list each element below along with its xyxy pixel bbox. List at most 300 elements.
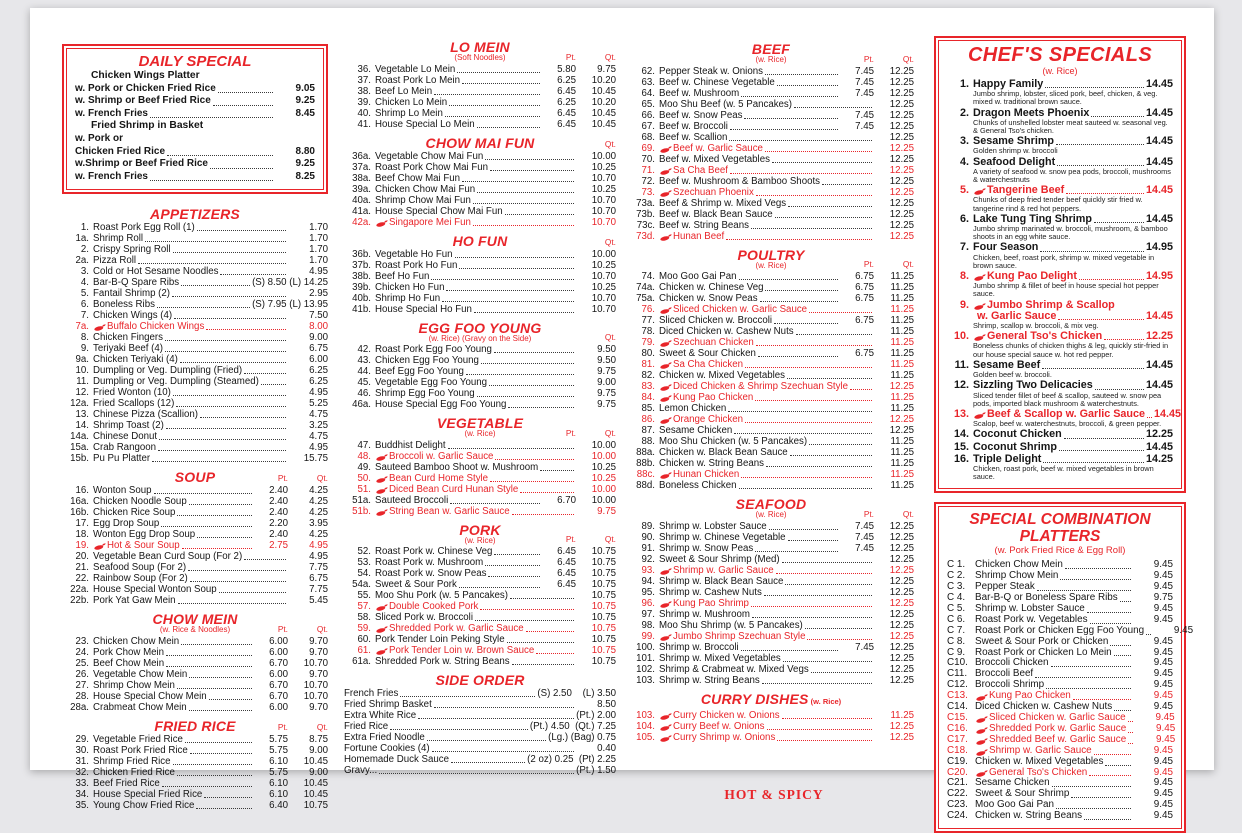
- daily-special-item: [75, 108, 315, 121]
- item-price: (Lg.) (Bag) 0.75: [548, 732, 616, 744]
- item-name: Vegetable Chow Mein: [93, 668, 188, 680]
- dot-leader: [766, 466, 872, 467]
- item-number: C 7.: [947, 624, 966, 636]
- menu-item: [628, 198, 914, 209]
- item-number: 88.: [641, 436, 655, 448]
- menu-item: [344, 612, 616, 623]
- item-price: 6.75: [309, 573, 328, 585]
- item-number: 74a.: [636, 282, 655, 294]
- dot-leader: [1128, 721, 1133, 722]
- item-number: 66.: [641, 109, 655, 121]
- item-name: Fortune Cookies (4): [344, 743, 430, 755]
- price-column-headers: [840, 509, 914, 519]
- daily-special-subheader: Chicken Wings Platter: [91, 70, 200, 81]
- menu-item: [628, 282, 914, 293]
- item-name: Homemade Duck Sauce: [344, 754, 449, 766]
- dot-leader: [756, 195, 872, 196]
- item-price: 14.95: [1145, 270, 1173, 283]
- item-number: 13.: [75, 409, 89, 421]
- dot-leader: [477, 192, 574, 193]
- item-price: 9.45: [1153, 777, 1173, 789]
- item-name: Chicken w. Black Bean Sauce: [659, 447, 788, 459]
- dot-leader: [159, 439, 286, 440]
- column-3-sections: [628, 42, 914, 743]
- item-number: 51.: [357, 483, 371, 495]
- dot-leader: [850, 389, 872, 390]
- menu-item: [947, 746, 1173, 757]
- item-price: 12.25: [889, 619, 914, 631]
- menu-item: [344, 506, 616, 517]
- section-header: [344, 234, 616, 248]
- menu-item: [62, 691, 328, 702]
- item-name: Chicken Wings (4): [93, 310, 173, 322]
- item-name: Shrimp w. Garlic Sauce: [989, 744, 1092, 756]
- menu-item: [344, 754, 616, 765]
- section-title: BEEF: [751, 41, 791, 57]
- item-number: 7a.: [75, 321, 89, 333]
- menu-item: [62, 540, 328, 551]
- item-price: 12.25: [889, 597, 914, 609]
- dot-leader: [512, 664, 574, 665]
- item-number: 24.: [75, 646, 89, 658]
- item-price: 9.25: [295, 95, 315, 107]
- item-number: 51b.: [352, 505, 371, 517]
- item-name: w. French Fries: [75, 170, 148, 182]
- item-number: 26.: [75, 668, 89, 680]
- menu-item: [628, 293, 914, 304]
- item-number: 69.: [641, 142, 655, 154]
- dot-leader: [729, 140, 872, 141]
- item-name: General Tso's Chicken: [987, 330, 1103, 343]
- item-number: 73d.: [636, 230, 655, 242]
- item-price-pint: 6.75: [855, 271, 874, 283]
- item-price: 10.70: [591, 172, 616, 184]
- dot-leader: [794, 107, 872, 108]
- dot-leader: [459, 268, 574, 269]
- item-name: General Tso's Chicken: [989, 766, 1088, 778]
- menu-item: [628, 642, 914, 653]
- chili-icon: [660, 734, 672, 743]
- item-number: 6.: [959, 212, 969, 225]
- item-name: House Special Chow Mein: [93, 690, 207, 702]
- item-number: 14a.: [70, 431, 89, 443]
- item-name: Roast Pork Egg Foo Young: [375, 344, 492, 356]
- menu-item: [344, 645, 616, 656]
- menu-item: [628, 554, 914, 565]
- menu-item: [62, 551, 328, 562]
- item-number: 46a.: [352, 399, 371, 411]
- item-price: 9.75: [597, 388, 616, 400]
- dot-leader: [166, 666, 252, 667]
- menu-item: [628, 359, 914, 370]
- item-price: 11.25: [890, 293, 914, 305]
- item-number: C 4.: [947, 592, 966, 604]
- item-name: Coconut Chicken: [973, 428, 1062, 441]
- menu-item: [628, 77, 914, 88]
- section-header: [628, 248, 914, 271]
- item-name: Bean Curd Home Style: [389, 472, 489, 484]
- item-price: 2.95: [309, 288, 328, 300]
- item-number: 22a.: [70, 584, 89, 596]
- menu-item: [628, 66, 914, 77]
- item-price: 9.70: [309, 701, 328, 713]
- menu-item: [628, 88, 914, 99]
- item-price: 10.20: [591, 74, 616, 86]
- menu-item: [344, 217, 616, 228]
- item-number: 58.: [357, 612, 371, 624]
- menu-item: [62, 244, 328, 255]
- item-price: 10.75: [591, 557, 616, 569]
- item-name: Shrimp Fried Rice: [93, 755, 171, 767]
- menu-section: [344, 673, 616, 776]
- dot-leader: [173, 252, 286, 253]
- item-price: 10.45: [303, 777, 328, 789]
- menu-item: [62, 420, 328, 431]
- item-name: Lemon Chicken: [659, 403, 727, 415]
- qt-column-label: Qt.: [604, 138, 616, 149]
- menu-item: [62, 584, 328, 595]
- menu-item: [344, 86, 616, 97]
- item-name: House Special Chow Mai Fun: [375, 205, 503, 217]
- item-number: 25.: [75, 657, 89, 669]
- dot-leader: [809, 312, 872, 313]
- item-name: Shrimp Lo Mein: [375, 107, 443, 119]
- item-name: Buffalo Chicken Wings: [107, 321, 205, 333]
- dot-leader: [488, 576, 540, 577]
- item-price: 10.75: [591, 579, 616, 591]
- item-number: 16b.: [70, 507, 89, 519]
- section-title: SEAFOOD: [735, 496, 807, 513]
- item-name: Dumpling or Veg. Dumpling (Steamed): [93, 376, 259, 388]
- item-description: Jumbo shrimp & fillet of beef in house special hot pepper sauce.: [973, 281, 1159, 299]
- item-name: Shrimp Chow Mein: [93, 679, 175, 691]
- item-number: 105.: [636, 731, 655, 743]
- item-number: C16.: [947, 722, 968, 734]
- menu-item: [62, 321, 328, 332]
- item-description: A variety of seafood w. snow pea pods, broccoli, mushrooms & waterchestnuts: [973, 166, 1172, 185]
- dot-leader: [1120, 601, 1131, 602]
- item-price: 12.25: [889, 531, 914, 543]
- item-price: 10.00: [591, 439, 616, 451]
- item-price: (S) 2.50 (L) 3.50: [537, 688, 616, 700]
- menu-item: [628, 143, 914, 154]
- item-price-pint: 6.45: [557, 107, 576, 119]
- item-number: 12a.: [70, 398, 89, 410]
- item-name: Kung Pao Chicken: [989, 690, 1071, 702]
- chili-icon: [976, 715, 988, 724]
- menu-item: [947, 800, 1173, 811]
- menu-item: [344, 162, 616, 173]
- item-price: 4.25: [309, 529, 328, 541]
- section-header: [62, 719, 328, 733]
- item-name: Roast Pork w. Mushroom: [375, 557, 484, 569]
- item-name: Sizzling Two Delicacies: [973, 379, 1093, 392]
- daily-special-item: [75, 171, 315, 184]
- menu-item: [344, 590, 616, 601]
- item-price: 10.75: [591, 546, 616, 558]
- item-number: 68.: [641, 131, 655, 143]
- item-number: 37b.: [352, 259, 371, 271]
- dot-leader: [1089, 775, 1131, 776]
- item-number: 48.: [357, 450, 371, 462]
- dot-leader: [734, 433, 872, 434]
- dot-leader: [777, 85, 838, 86]
- item-name: Vegetable Chow Mai Fun: [375, 150, 484, 162]
- daily-special-items: [75, 70, 315, 183]
- dot-leader: [1066, 193, 1144, 194]
- item-number: 88b.: [636, 458, 655, 470]
- menu-item: [628, 121, 914, 132]
- dot-leader: [536, 653, 574, 654]
- item-name: Jumbo Shrimp & Scallop: [987, 298, 1115, 311]
- dot-leader: [1065, 568, 1131, 569]
- dot-leader: [218, 92, 273, 93]
- chili-icon: [376, 475, 388, 484]
- item-price: 12.25: [889, 652, 914, 664]
- item-name: Shrimp Toast (2): [93, 420, 164, 432]
- menu-item: [62, 767, 328, 778]
- chili-icon: [660, 306, 672, 315]
- item-name-continued: w. Garlic Sauce: [977, 309, 1057, 322]
- item-name: Lake Tung Ting Shrimp: [973, 212, 1092, 225]
- item-price: 14.45: [1154, 407, 1182, 420]
- chefs-special-name-line: [947, 242, 1173, 253]
- dot-leader: [1128, 732, 1133, 733]
- dot-leader: [166, 428, 286, 429]
- item-name: Shrimp w. Broccoli: [659, 641, 739, 653]
- item-name: Chicken Teriyaki (4): [93, 354, 178, 366]
- dot-leader: [540, 470, 574, 471]
- item-number: 88d.: [636, 480, 655, 492]
- item-price: 12.25: [889, 230, 914, 242]
- dot-leader: [177, 515, 252, 516]
- item-name: Chicken w. Chinese Veg: [659, 282, 764, 294]
- item-number: 96.: [641, 597, 655, 609]
- menu-item: [344, 732, 616, 743]
- dot-leader: [751, 606, 872, 607]
- chefs-special-item: [947, 271, 1173, 299]
- menu-item: [628, 425, 914, 436]
- item-price: 10.70: [591, 205, 616, 217]
- menu-item: [628, 469, 914, 480]
- item-price: 10.75: [591, 656, 616, 668]
- section-header: [628, 42, 914, 65]
- combo-platters-subtitle: (w. Pork Fried Rice & Egg Roll): [994, 545, 1126, 557]
- dot-leader: [150, 117, 273, 118]
- chefs-specials-subtitle: (w. Rice): [1042, 66, 1078, 76]
- dot-leader: [145, 241, 286, 242]
- dot-leader: [158, 450, 286, 451]
- column-4: [934, 36, 1194, 833]
- item-number: 28a.: [70, 701, 89, 713]
- menu-section: [628, 497, 914, 686]
- item-name: Moo Shu Chicken (w. 5 Pancakes): [659, 436, 808, 448]
- menu-item: [344, 440, 616, 451]
- item-price: 10.00: [591, 483, 616, 495]
- item-number: 97.: [641, 608, 655, 620]
- item-price: 12.25: [889, 120, 914, 132]
- item-name: Young Chow Fried Rice: [93, 799, 195, 811]
- item-number: 73a.: [636, 197, 655, 209]
- item-name: Pepper Steak w. Onions: [659, 65, 763, 77]
- chefs-special-item: [947, 407, 1182, 429]
- item-name: Fantail Shrimp (2): [93, 288, 170, 300]
- section-header: [344, 673, 616, 687]
- item-name: Chicken Fried Rice: [75, 145, 166, 157]
- item-name: Shrimp Roll: [93, 233, 144, 245]
- dot-leader: [745, 422, 872, 423]
- item-name: Shrimp w. Lobster Sauce: [659, 520, 767, 532]
- item-number: C15.: [947, 712, 968, 724]
- menu-item: [62, 507, 328, 518]
- chili-icon: [660, 189, 672, 198]
- dot-leader: [451, 762, 525, 763]
- item-price: 10.45: [591, 85, 616, 97]
- daily-special-item: [75, 83, 315, 96]
- menu-item: [628, 99, 914, 110]
- menu-item: [344, 484, 616, 495]
- menu-item: [344, 260, 616, 271]
- menu-section: [344, 40, 616, 130]
- item-number: 37.: [357, 74, 371, 86]
- item-name: Crabmeat Chow Mein: [93, 701, 187, 713]
- qt-column-label: Qt.: [604, 51, 616, 62]
- item-price: 11.25: [890, 348, 914, 360]
- item-number: 70.: [641, 153, 655, 165]
- item-price-pint: 6.75: [855, 315, 874, 327]
- dot-leader: [796, 334, 872, 335]
- item-price: 9.45: [1153, 559, 1173, 571]
- dot-leader: [480, 609, 574, 610]
- menu-item: [62, 573, 328, 584]
- dot-leader: [220, 274, 286, 275]
- item-name: Shrimp w. Garlic Sauce: [673, 564, 774, 576]
- chefs-special-item: [947, 360, 1173, 379]
- item-name: Beef Lo Mein: [375, 85, 433, 97]
- section-title: SIDE ORDER: [435, 672, 525, 689]
- item-name: Roast Pork or Chicken Egg Foo Young: [975, 624, 1145, 636]
- section-title: CHOW MEIN: [152, 611, 238, 628]
- menu-item: [344, 656, 616, 667]
- item-name: Chicken Chow Mein: [93, 635, 180, 647]
- dot-leader: [200, 417, 286, 418]
- item-name: Beef Chow Mein: [93, 657, 165, 669]
- item-price: 12.25: [889, 720, 914, 732]
- menu-section: [62, 719, 328, 811]
- menu-item: [628, 403, 914, 414]
- dot-leader: [172, 296, 286, 297]
- item-name: Shredded Beef w. Garlic Sauce: [989, 733, 1127, 745]
- chefs-special-item: [947, 300, 1173, 331]
- dot-leader: [418, 718, 574, 719]
- dot-leader: [756, 345, 872, 346]
- item-price: 11.25: [890, 359, 914, 371]
- chili-icon: [660, 233, 672, 242]
- item-name: Kung Pao Shrimp: [673, 597, 749, 609]
- item-number: 41.: [357, 118, 371, 130]
- item-price: 15.75: [303, 453, 328, 465]
- item-number: 53.: [357, 557, 371, 569]
- item-number: 89.: [641, 520, 655, 532]
- menu-item: [947, 811, 1173, 822]
- menu-item: [628, 576, 914, 587]
- menu-item: [62, 222, 328, 233]
- item-price: 10.20: [591, 96, 616, 108]
- dot-leader: [466, 374, 574, 375]
- section-subtitle: (w. Rice): [755, 260, 787, 270]
- item-number: 60.: [357, 634, 371, 646]
- item-number: 52.: [357, 546, 371, 558]
- item-number: C 3.: [947, 581, 966, 593]
- menu-item: [344, 184, 616, 195]
- item-number: 44.: [357, 366, 371, 378]
- item-price: 12.25: [889, 208, 914, 220]
- item-number: 95.: [641, 586, 655, 598]
- item-number: 14.: [953, 428, 969, 441]
- menu-item: [62, 669, 328, 680]
- item-description: Shrimp, scallop w. broccoli, & mix veg.: [973, 321, 1099, 331]
- dot-leader: [181, 644, 252, 645]
- menu-item: [628, 370, 914, 381]
- item-name: Jumbo Shrimp Szechuan Style: [673, 630, 806, 642]
- dot-leader: [765, 74, 838, 75]
- item-name: Hot & Sour Soup: [107, 540, 180, 552]
- item-name: Szechuan Chicken: [673, 337, 754, 349]
- dot-leader: [741, 650, 838, 651]
- menu-item: [62, 299, 328, 310]
- item-price-pint: 6.45: [557, 568, 576, 580]
- item-price-pint: 6.70: [557, 494, 576, 506]
- item-description: Scalop, beef w. waterchestnuts, broccoli, & green pepper.: [973, 419, 1162, 429]
- menu-item: [62, 266, 328, 277]
- item-price: 12.25: [889, 153, 914, 165]
- item-price: 3.25: [309, 420, 328, 432]
- dot-leader: [1110, 645, 1131, 646]
- item-price: 9.00: [309, 332, 328, 344]
- dot-leader: [189, 677, 252, 678]
- menu-section: [344, 321, 616, 411]
- dot-leader: [739, 488, 872, 489]
- dot-leader: [431, 279, 574, 280]
- item-price-pint: 7.45: [855, 87, 874, 99]
- menu-item: [628, 326, 914, 337]
- chili-icon: [376, 647, 388, 656]
- item-number: 45.: [357, 377, 371, 389]
- item-price-pint: 7.45: [855, 531, 874, 543]
- dot-leader: [189, 504, 252, 505]
- item-number: 83.: [641, 381, 655, 393]
- dot-leader: [494, 554, 540, 555]
- item-name: Sweet & Sour Shrimp: [975, 788, 1070, 800]
- dot-leader: [178, 603, 286, 604]
- dot-leader: [1056, 808, 1131, 809]
- section-header: [628, 497, 914, 520]
- item-name: Roast Pork w. Snow Peas: [375, 568, 487, 580]
- item-name: Shrimp w. Cashew Nuts: [659, 586, 762, 598]
- item-price-pint: 6.70: [269, 657, 288, 669]
- chili-icon: [376, 219, 388, 228]
- price-column-headers: [542, 428, 616, 438]
- menu-item: [62, 398, 328, 409]
- item-price-pint: 6.70: [269, 679, 288, 691]
- item-number: 42.: [357, 344, 371, 356]
- dot-leader: [448, 448, 574, 449]
- item-description: Chunks of deep fried tender beef quickly stir fried w. tangerine rind & red hot peppers.: [973, 195, 1143, 213]
- menu-page: [30, 8, 1214, 822]
- item-price-pint: 7.45: [855, 520, 874, 532]
- menu-section: [344, 136, 616, 228]
- menu-item: [62, 442, 328, 453]
